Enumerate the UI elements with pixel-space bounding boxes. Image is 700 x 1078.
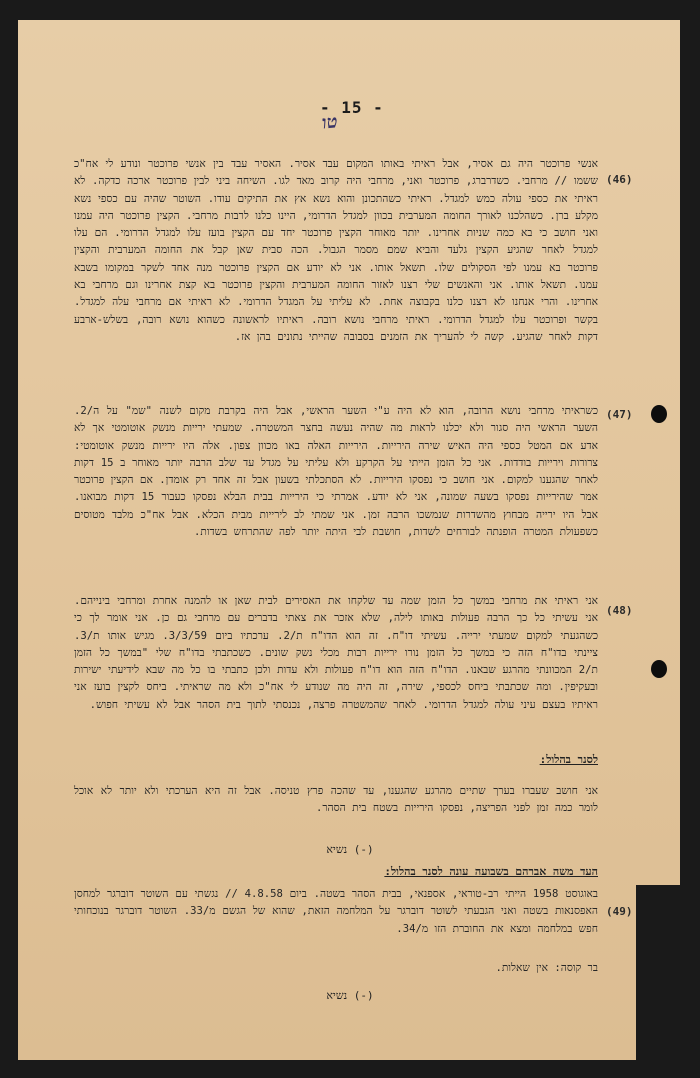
typed-page-number: - 15 - xyxy=(320,98,384,117)
torn-corner xyxy=(636,885,686,1065)
punch-hole-top xyxy=(651,405,667,423)
closing-line: בר קוסה: אין שאלות. xyxy=(495,962,598,974)
paragraph-answer: אני חושב שעברו בערך שתיים מהרגע שהגענו, עד שהכה פרץ טניסה. אבל זה היא הערכתי ולא יותר לא אוכל לומר כמה זמן לפני הפריצה, נפסקו הירייות בשטח בית הסהר. xyxy=(74,785,598,815)
margin-label-48: (48) xyxy=(606,604,633,617)
margin-label-49: (49) xyxy=(606,905,633,918)
paragraph-47: כשראיתי מרחבי נושא הרובה, הוא לא היה ע"י השער הראשי, אבל היה בקרבת מקום לשנה "שמ" על ה/2. השער הראשי היה סגור ולא יכלנו לראות מה שהיה נעשה בחצר המשטרה. שמעתי ירייות מנשק אוטומטי אך לא אדע אם המטל כספי היה האיש שירה הירייות. הירייות האלה באו מכוון צפון. אלה היו ירייות מנשק אוטומטי: צרורות וירייות בודדות. אני כל הזמן הייתי על הקרקע ולא עליתי על מגדל עד שלב הרבה יותר מאוחר ב 15 דקות לאחר שהגענו למקום. אני חושב כי נפסקו הירייות. לא הסתכלתי בשעון אבל זה אחד רק אומדן. אם הקצין פרוכטר אמר שהירייות נפסקו בשעה שמונה, אני לא יודע. אמרתי כי הירייות בבית הבלא נפסקו כעבור 15 דקות מבואנו. אבל היו ירייה מבחוץ מהשדרות שנמשכו הרבה זמן. אני שמתי לב לירייות מבית הכלא. אבל אח"כ מלבד מטוסים כשפעולת המטרה הופנתה לבורחים לשדות, חושבת לבי היתה יותר לפה שהתרחש בשדות. xyxy=(74,405,598,539)
paragraph-46: אנשי פרוכטר היה גם אסיר, אבל ראיתי באותו המקום עבד אסיר. האסיר עבד בין אנשי פרוכטר ונודע לי אח"כ ששמו // מרחבי. כשדרברג, פרוכטר ואני, מרחבי היה קרוב מאד לגו. השיחה ביני לבין פרוכטר ארכה כדקה. לא ראיתי את כספי עולה כמש למגדל. ראיתי כשהתכונן והוא נשא אץ את התיקים עודו. השוטר שהיה עם כספי נשא מקלע ברן. כשהלכנו לאורך החומה המערבית בכוון למגדל הדרומי, היינו כלנו לרבות מרחבי. הקצין פרוכטר היה עמנו ואני חושב כי בא כמה שניות אחרינו. יותר מאוחר הקצין פרוכטר יחד עם הקצין בועז עלו למגדל הדרומי. הם עלו למגדל לאחר שהגיע הקצין גלעד והביא שמם מסמר הגבול. הכה סבית שאן קבל את החומה המערבית והקצין פרוכטר בא עמנו לפי הסקולים שלו. תשאל אותו. אני לא יודע אם הקצין פרוכטר מנה אחד לשקר במקומו בשבא עמנו. תשאל אותו. אני והאנשים שלי רצנו לאזור החומה המערבית והקצין פרוכטר בא קצת אחרינו וגם מרחבי בא אחרינו. והרי אנחנו לא רצנו כלנו בקבוצה אחת. לא עליתי על המגדל הדרומי. לא ראיתי אם מרחבי עלה למגדל. בקשר ופרוכטר עלו למגדל הדרומי. ראיתי מרחבי נושא רובה. ראיתיו לראשונה כשהוא נושא רובה, בשלש-ארבע דקות לאחר שהגיע. קשה לי להעריך את הזמנים בסבובה שהייתי נתונים בהן אז. xyxy=(74,158,598,343)
paragraph-49: באוגוסט 1958 הייתי רב-טוראי, אספנאי, בבית הסהר בשטה. ביום 4.8.58 // נגשתי עם השוטר דוברגר למחסן האפסנאות בשטה ואני הגבעתי לשוטר דוברגר על המלחמה הזאת, שהוא של הגשם מ/33. השוטר דוברגר בנוכחותי חפש במלחמה ומצא את החוברת הזו מ/34. xyxy=(74,888,598,935)
margin-label-46: (46) xyxy=(606,173,633,186)
signoff-president-1: (-) נשיא xyxy=(326,843,374,856)
margin-label-47: (47) xyxy=(606,408,633,421)
handwritten-page-number: טו xyxy=(320,111,339,134)
paragraph-48: אני ראיתי את מרחבי במשך כל הזמן שמה עד שלקחו את האסירים לבית שאן או להמנה אחרת ומרחבי בינייהם. אני עשיתי כל כך הרבה פעולות באותו לילה, שלא אזכר את צאתי בדברים עם מרחבי גם כן. אני אומר לך כי כשהגעתי למקום שמעתי ירייה. עשיתי דו"ח. זה הוא הדו"ח ת/2. ערכתיו ביום 3/3/59. מגיש אותו ת/3. ציינתי בדו"ח הזה כי במשך כל הזמן נורו ירייות רבות מכלי נשק שונים. כשכתבתי בדו"ח שלי "במשך כל הזמן ת/2 המכוונתי מהרגע שבאנו. הדו"ח הזה הוא דו"ח פעולות ולא עדות ולכן כתבתי בו כל מה שבא לידיעתי ישירות ובעקיפין. ומה שכתבתי ביחס לכספי, שירה, זה היה מה שנודע לי אח"כ ולא מה שראיתי. ביחס לקצין בועז אני ראיתיו בעצם עיני עולה למגדל הדרומי. לאחר שהמשטרה פרצה, נכנסתי לתוך בית הסהר אבל לא עשיתי חפוש. xyxy=(74,595,598,711)
heading-cross-examination: לסנר בהלול: xyxy=(539,753,598,766)
signoff-president-2: (-) נשיא xyxy=(326,989,374,1002)
page-number xyxy=(310,80,390,140)
heading-witness: העד משה אברהם בשבועה עונה לסנר בהלול: xyxy=(384,865,598,878)
punch-hole-bottom xyxy=(651,660,667,678)
